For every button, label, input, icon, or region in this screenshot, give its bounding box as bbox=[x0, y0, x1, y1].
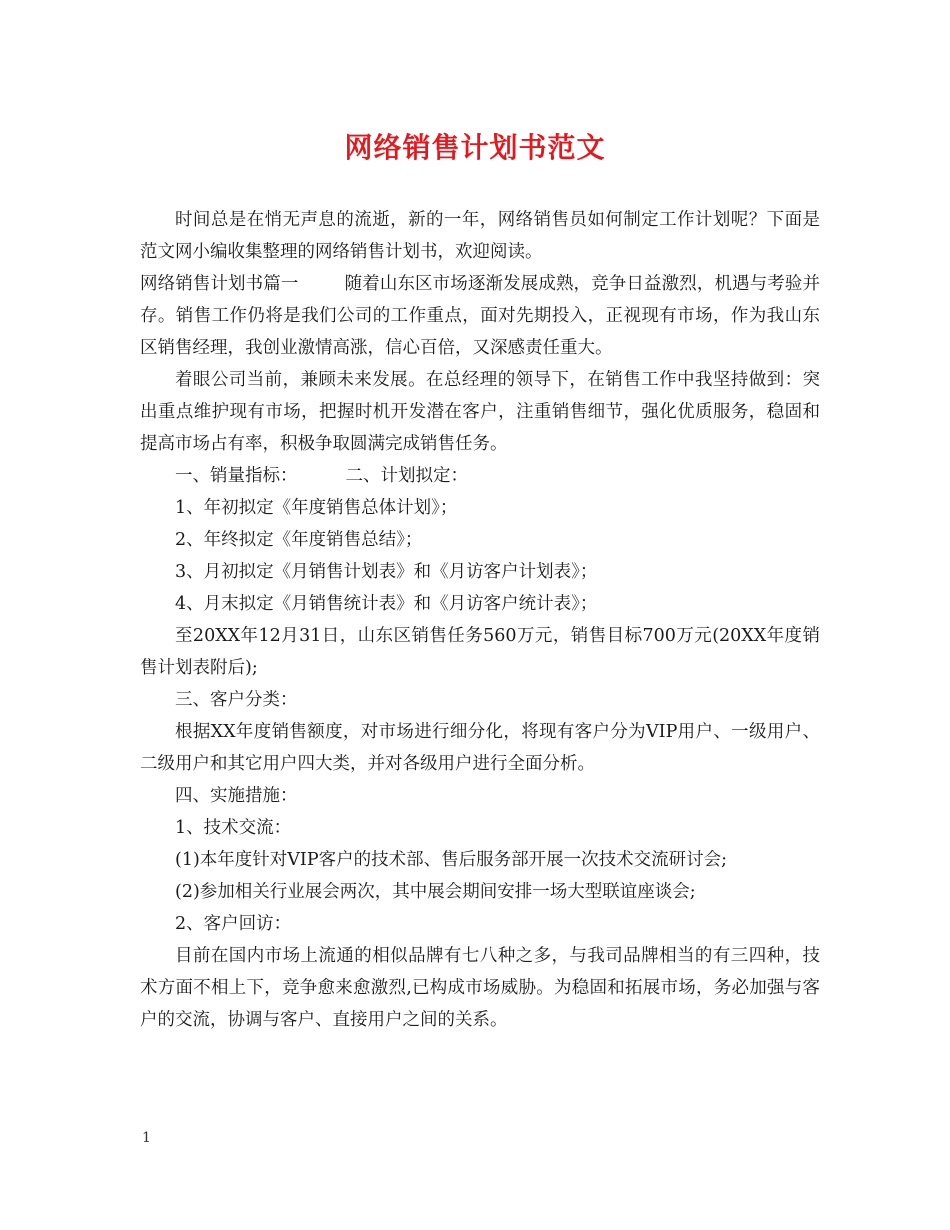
section-heading: 网络销售计划书篇一 bbox=[140, 274, 299, 294]
intro-paragraph: 时间总是在悄无声息的流逝，新的一年，网络销售员如何制定工作计划呢？下面是范文网小编收集整理的网络销售计划书，欢迎阅读。 bbox=[140, 210, 820, 262]
sales-target-heading: 一、销量指标： bbox=[175, 466, 298, 486]
list-item: 2、年终拟定《年度销售总结》； bbox=[175, 530, 423, 550]
list-item: (2)参加相关行业展会两次，其中展会期间安排一场大型联谊座谈会; bbox=[175, 882, 696, 902]
list-item: (1)本年度针对VIP客户的技术部、售后服务部开展一次技术交流研讨会; bbox=[175, 850, 728, 870]
target-paragraph: 至20XX年12月31日，山东区销售任务560万元，销售目标700万元(20XX年度销售计划表附后); bbox=[140, 626, 820, 678]
measures-heading: 四、实施措施： bbox=[175, 786, 298, 806]
heading-row bbox=[140, 460, 820, 492]
list-item: 3、月初拟定《月销售计划表》和《月访客户计划表》； bbox=[175, 562, 598, 582]
list-item: 4、月末拟定《月销售统计表》和《月访客户统计表》； bbox=[175, 594, 598, 614]
market-paragraph: 目前在国内市场上流通的相似品牌有七八种之多，与我司品牌相当的有三四种，技术方面不相上下，竞争愈来愈激烈,已构成市场威胁。为稳固和拓展市场，务必加强与客户的交流，协调与客户、直接用户之间的关系。 bbox=[140, 946, 820, 1030]
section-paragraph bbox=[140, 268, 820, 364]
technical-heading: 1、技术交流： bbox=[175, 818, 292, 838]
focus-paragraph: 着眼公司当前，兼顾未来发展。在总经理的领导下，在销售工作中我坚持做到：突出重点维护现有市场，把握时机开发潜在客户，注重销售细节，强化优质服务，稳固和提高市场占有率，积极争取圆满完成销售任务。 bbox=[140, 370, 820, 454]
revisit-heading: 2、客户回访： bbox=[175, 914, 292, 934]
customer-paragraph: 根据XX年度销售额度，对市场进行细分化，将现有客户分为VIP用户、一级用户、二级用户和其它用户四大类，并对各级用户进行全面分析。 bbox=[140, 722, 820, 774]
list-item: 1、年初拟定《年度销售总体计划》； bbox=[175, 498, 458, 518]
customer-heading: 三、客户分类： bbox=[175, 690, 298, 710]
section-text: 随着山东区市场逐渐发展成熟，竞争日益激烈，机遇与考验并存。销售工作仍将是我们公司的工作重点，面对先期投入，正视现有市场，作为我山东区销售经理，我创业激情高涨，信心百倍，又深感责任重大。 bbox=[140, 274, 820, 358]
page-number: 1 bbox=[142, 1130, 151, 1146]
document-body bbox=[140, 204, 820, 1036]
plan-heading: 二、计划拟定： bbox=[345, 466, 468, 486]
document-title: 网络销售计划书范文 bbox=[344, 131, 606, 164]
